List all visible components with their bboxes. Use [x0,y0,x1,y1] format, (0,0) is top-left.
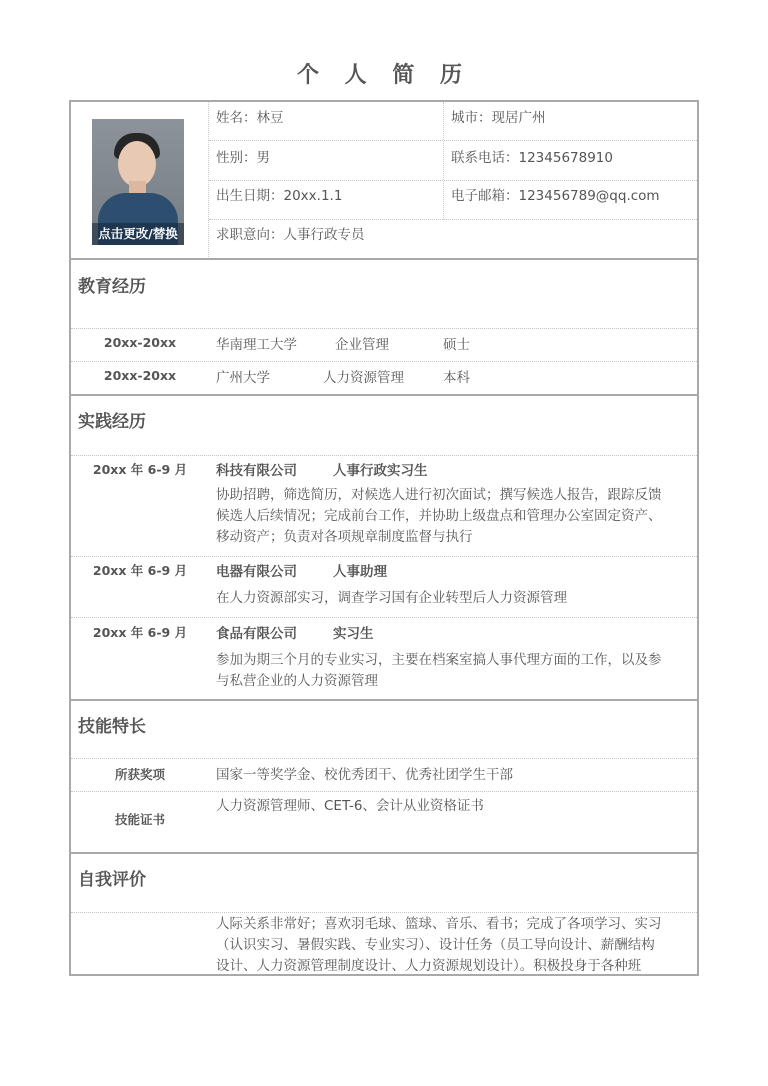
section-divider [71,394,699,396]
practice-role: 人事行政实习生 [333,463,428,479]
divider [71,758,699,759]
divider [209,219,699,220]
practice-description [216,588,694,609]
description-line: 移动资产；负责对各项规章制度监督与执行 [216,529,473,545]
certificates-value: 人力资源管理师、CET-6、会计从业资格证书 [216,798,484,814]
gender-field: 性别：男 [216,150,270,166]
description-line: 参加为期三个月的专业实习，主要在档案室搞人事代理方面的工作，以及参 [216,652,662,668]
awards-label: 所获奖项 [114,767,165,782]
portrait-photo[interactable] [92,119,184,245]
divider [71,617,699,618]
practice-company: 食品有限公司 [216,626,297,642]
education-school: 华南理工大学 [216,337,297,353]
description-line: 与私营企业的人力资源管理 [216,673,378,689]
education-degree: 硕士 [443,337,470,353]
practice-role: 人事助理 [333,564,387,580]
practice-company: 科技有限公司 [216,463,297,479]
email-field: 电子邮箱：123456789@qq.com [451,188,660,204]
certificates-label: 技能证书 [114,812,165,827]
education-period: 20xx-20xx [103,335,177,350]
divider [71,791,699,792]
evaluation-line: 设计、人力资源管理制度设计、人力资源规划设计）。积极投身于各种班 [216,958,642,974]
evaluation-line: 人际关系非常好；喜欢羽毛球、篮球、音乐、看书；完成了各项学习、实习 [216,916,662,932]
resume-sheet [69,100,699,976]
practice-description [216,485,694,548]
education-degree: 本科 [443,370,470,386]
divider [71,361,699,362]
education-school: 广州大学 [216,370,270,386]
birth-field: 出生日期：20xx.1.1 [216,188,343,204]
practice-period: 20xx 年 6-9 月 [92,625,188,640]
description-line: 协助招聘，筛选简历，对候选人进行初次面试；撰写候选人报告，跟踪反馈 [216,487,662,503]
divider [209,140,699,141]
job-intent-field: 求职意向：人事行政专员 [216,227,365,243]
divider [71,912,699,913]
practice-heading: 实践经历 [78,412,146,432]
education-heading: 教育经历 [78,277,146,297]
practice-period: 20xx 年 6-9 月 [92,563,188,578]
evaluation-line: （认识实习、暑假实践、专业实习）、设计任务（员工导向设计、薪酬结构 [216,937,655,953]
city-field: 城市：现居广州 [451,110,546,126]
change-photo-button[interactable]: 点击更改/替换 [92,223,184,245]
resume-title: 个 人 简 历 [297,63,471,88]
name-field: 姓名：林豆 [216,110,284,126]
self-evaluation-heading: 自我评价 [78,870,146,890]
awards-value: 国家一等奖学金、校优秀团干、优秀社团学生干部 [216,767,513,783]
self-evaluation-text [216,914,694,976]
practice-company: 电器有限公司 [216,564,297,580]
practice-description [216,650,694,692]
description-line: 候选人后续情况；完成前台工作，并协助上级盘点和管理办公室固定资产、 [216,508,662,524]
section-divider [71,852,699,854]
divider [71,556,699,557]
description-line: 在人力资源部实习，调查学习国有企业转型后人力资源管理 [216,590,567,606]
skills-heading: 技能特长 [78,717,146,737]
divider [209,180,699,181]
section-divider [71,699,699,701]
practice-role: 实习生 [333,626,374,642]
section-divider [71,258,699,260]
education-major: 人力资源管理 [323,370,404,386]
divider [71,328,699,329]
divider [71,455,699,456]
education-major: 企业管理 [335,337,389,353]
phone-field: 联系电话：12345678910 [451,150,613,166]
info-column-divider-2 [443,102,444,220]
education-period: 20xx-20xx [103,368,177,383]
practice-period: 20xx 年 6-9 月 [92,462,188,477]
